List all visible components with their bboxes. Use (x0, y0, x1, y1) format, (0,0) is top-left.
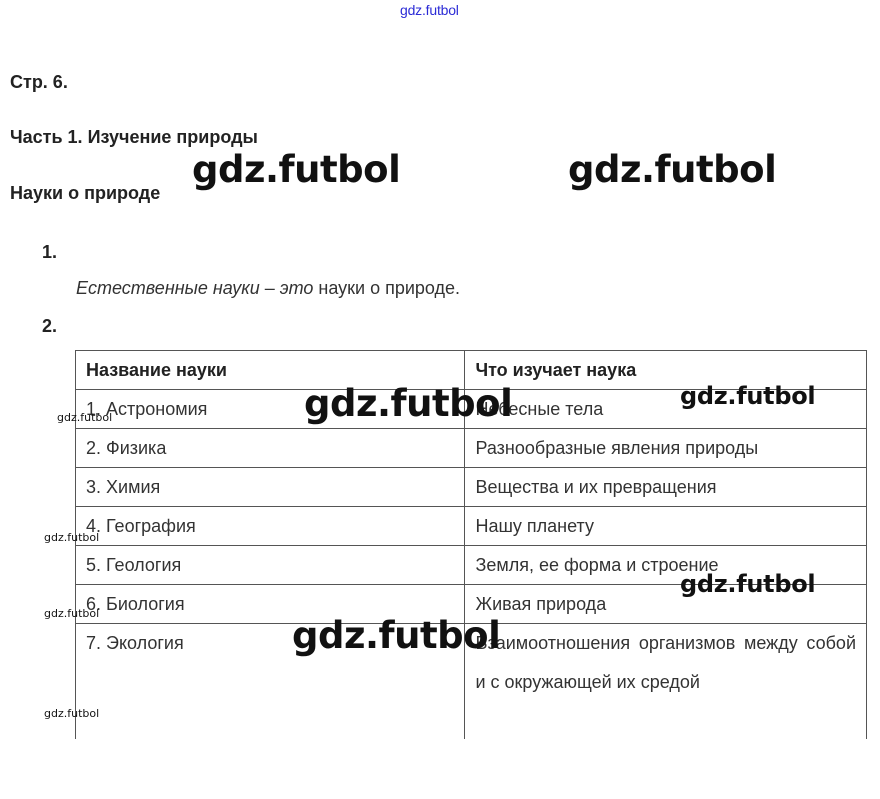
science-name: 6. Биология (76, 585, 465, 624)
science-subject (465, 624, 867, 740)
science-subject: Нашу планету (465, 507, 867, 546)
watermark: gdz.futbol (680, 382, 816, 410)
watermark: gdz.futbol (292, 614, 501, 657)
watermark: gdz.futbol (44, 707, 100, 720)
definition-is: это (279, 278, 314, 298)
table-row (76, 429, 867, 468)
header-science-name: Название науки (76, 351, 465, 390)
science-name: 2. Физика (76, 429, 465, 468)
definition-term: Естественные науки (76, 278, 260, 298)
section-title: Науки о природе (10, 183, 161, 203)
definition-dash: – (259, 278, 280, 298)
science-subject: Живая природа (465, 585, 867, 624)
science-name: 1. Астрономия (76, 390, 465, 429)
definition-rest: науки о природе. (313, 278, 461, 298)
watermark: gdz.futbol (44, 607, 100, 620)
science-name: 4. География (76, 507, 465, 546)
science-name: 3. Химия (76, 468, 465, 507)
science-subject-text: Взаимоотношения организмов между собой и с окружающей их средой (475, 633, 856, 692)
page-number: Стр. 6. (10, 72, 68, 92)
top-watermark: gdz.futbol (400, 2, 459, 18)
watermark: gdz.futbol (304, 382, 513, 425)
task-2-number: 2. (42, 316, 58, 336)
part-title: Часть 1. Изучение природы (10, 127, 258, 147)
watermark: gdz.futbol (44, 531, 100, 544)
table-row (76, 468, 867, 507)
task-1-number: 1. (42, 242, 58, 262)
task-1-definition (76, 278, 460, 299)
science-subject: Разнообразные явления природы (465, 429, 867, 468)
science-subject: Земля, ее форма и строение (465, 546, 867, 585)
watermark: gdz.futbol (568, 148, 777, 191)
science-name: 5. Геология (76, 546, 465, 585)
watermark: gdz.futbol (57, 411, 113, 424)
watermark: gdz.futbol (192, 148, 401, 191)
science-subject: Вещества и их превращения (465, 468, 867, 507)
science-subject: Небесные тела (465, 390, 867, 429)
watermark: gdz.futbol (680, 570, 816, 598)
header-science-subject: Что изучает наука (465, 351, 867, 390)
table-row (76, 507, 867, 546)
science-name-text: 7. Экология (86, 633, 184, 653)
